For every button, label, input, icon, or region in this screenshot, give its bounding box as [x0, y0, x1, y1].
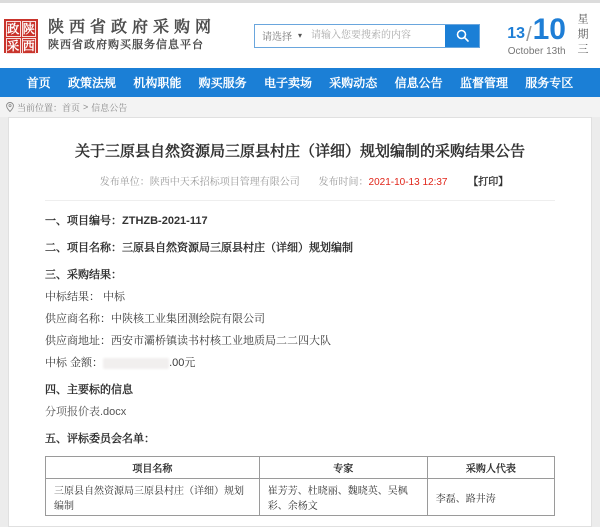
subject-info-heading: 四、主要标的信息 — [45, 384, 133, 396]
date-numeric — [507, 12, 566, 46]
logo-char: 陕 — [22, 21, 35, 36]
print-button[interactable]: 【打印】 — [468, 177, 509, 188]
committee-table — [45, 456, 555, 516]
col-header-experts: 专家 — [259, 457, 427, 479]
committee-heading: 五、评标委员会名单： — [45, 433, 155, 445]
site-header — [0, 0, 600, 68]
cell-project-name: 三原县自然资源局三原县村庄（详细）规划编制 — [46, 479, 260, 516]
breadcrumb-current[interactable]: 信息公告 — [91, 102, 128, 113]
weekday-label: 星期三 — [576, 12, 588, 58]
search-input[interactable] — [307, 25, 445, 47]
date-day: 13 — [507, 24, 526, 42]
nav-item-functions[interactable]: 机构职能 — [133, 76, 182, 90]
nav-item-purchase-services[interactable]: 购买服务 — [198, 76, 247, 90]
nav-item-home[interactable]: 首页 — [26, 76, 51, 90]
redacted-amount — [103, 358, 169, 369]
site-subtitle: 陕西省政府购买服务信息平台 — [48, 39, 204, 51]
chevron-down-icon: ▾ — [298, 31, 303, 40]
content-panel — [8, 117, 592, 527]
cell-purchaser-reps: 李磊、路井涛 — [427, 479, 554, 516]
logo-char: 政 — [7, 21, 20, 36]
table-header-row — [46, 457, 555, 479]
breadcrumb-home[interactable]: 首页 — [62, 102, 81, 113]
date-month: 10 — [532, 12, 566, 46]
date-widget — [507, 12, 566, 57]
publish-time-value: 2021-10-13 12:37 — [368, 177, 448, 188]
site-titles — [48, 18, 216, 53]
nav-item-emarket[interactable]: 电子卖场 — [263, 76, 312, 90]
search-icon — [456, 29, 469, 42]
nav-item-announcements[interactable]: 信息公告 — [394, 76, 443, 90]
nav-item-service-zone[interactable]: 服务专区 — [525, 76, 574, 90]
table-row — [46, 479, 555, 516]
bid-result-line: 中标结果： 中标 — [45, 291, 126, 303]
breadcrumb-separator: > — [83, 102, 89, 112]
publish-time: 发布时间：2021-10-13 12:37 — [318, 177, 448, 188]
search-select-label: 请选择 — [262, 32, 293, 43]
main-nav — [0, 68, 600, 97]
nav-item-supervision[interactable]: 监督管理 — [459, 76, 508, 90]
cell-experts: 崔芳芳、杜晓丽、魏晓英、吴枫彩、余杨文 — [259, 479, 427, 516]
date-separator: / — [526, 23, 532, 46]
breadcrumb — [0, 97, 600, 117]
bid-amount-line: 中标 金额： .00元 — [45, 357, 196, 369]
breadcrumb-label: 当前位置： — [17, 102, 63, 113]
site-logo[interactable] — [4, 19, 38, 53]
publisher: 发布单位：陕西中天禾招标项目管理有限公司 — [99, 177, 300, 188]
attachment-link[interactable]: 分项报价表.docx — [45, 406, 127, 418]
supplier-address-line: 供应商地址：西安市灞桥镇读书村核工业地质局二二四大队 — [45, 335, 331, 347]
search-bar — [254, 24, 480, 48]
article-meta — [45, 173, 555, 201]
col-header-purchaser-reps: 采购人代表 — [427, 457, 554, 479]
logo-char: 采 — [7, 38, 20, 53]
date-zone — [507, 13, 590, 59]
logo-char: 西 — [22, 38, 35, 53]
result-heading: 三、采购结果： — [45, 269, 122, 281]
supplier-name-line: 供应商名称：中陕核工业集团测绘院有限公司 — [45, 313, 265, 325]
search-button[interactable] — [445, 25, 479, 47]
nav-item-policies[interactable]: 政策法规 — [67, 76, 116, 90]
location-pin-icon — [6, 102, 14, 112]
project-number-line: 一、项目编号：ZTHZB-2021-117 — [45, 215, 208, 227]
search-category-select[interactable] — [255, 25, 307, 47]
site-title: 陕西省政府采购网 — [48, 19, 217, 36]
nav-item-procurement-news[interactable]: 采购动态 — [329, 76, 378, 90]
article-body — [45, 215, 555, 516]
project-name-line: 二、项目名称：三原县自然资源局三原县村庄（详细）规划编制 — [45, 242, 353, 254]
col-header-project-name: 项目名称 — [46, 457, 260, 479]
date-english: October 13th — [507, 45, 566, 57]
article-title: 关于三原县自然资源局三原县村庄（详细）规划编制的采购结果公告 — [74, 143, 525, 160]
